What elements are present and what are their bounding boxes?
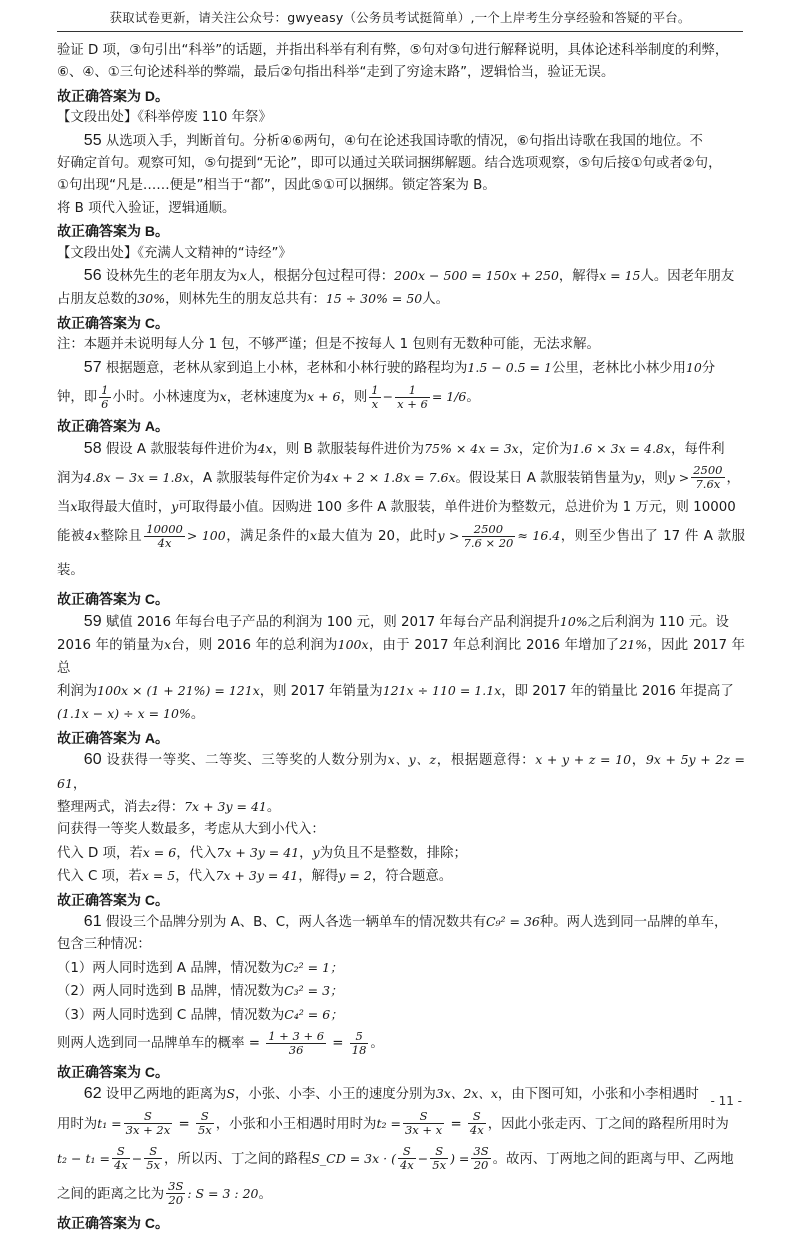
page-number: - 11 -	[710, 1094, 742, 1108]
text-line: 2016 年的销量为x台，则 2016 年的总利润为100x，由于 2017 年总利润比 2016 年增加了21%，因此 2017 年总	[57, 637, 746, 676]
question-59: 59 赋值 2016 年每台电子产品的利润为 100 元，则 2017 年每台产品利润提升10%之后利润为 110 元。设	[83, 612, 729, 630]
answer-line: 故正确答案为 C。	[57, 314, 169, 331]
header-rule	[57, 31, 743, 32]
fraction: $\frac{3S}{20}$	[473, 1144, 489, 1173]
answer-line: 故正确答案为 C。	[57, 1064, 169, 1081]
answer-line: 故正确答案为 D。	[57, 87, 169, 104]
text-line: （1）两人同时选到 A 品牌，情况数为C₂² = 1；	[57, 959, 343, 976]
text-line: 代入 D 项，若x = 6，代入7x + 3y = 41，y为负且不是整数，排除；	[57, 844, 467, 861]
fraction: $\frac{3S}{20}$	[168, 1179, 184, 1208]
text-line: 之间的距离之比为 $\frac{3S}{20}$ : S = 3 : 20。	[57, 1179, 272, 1208]
fraction: $\frac{S}{4x}$	[469, 1109, 484, 1138]
text-line: 钟，即 $\frac{1}{6}$ 小时。小林速度为x，老林速度为x + 6，则 $\frac{1}{x}$ − $\frac{1}{x + 6}$ = 1/6。	[57, 382, 480, 411]
fraction: $\frac{1 + 3 + 6}{36}$	[268, 1028, 325, 1057]
text-line: 好确定首句。观察可知，⑤句提到“无论”，即可以通过关联词捆绑解题。结合选项观察，⑤句后接①句或者②句，	[57, 156, 722, 172]
fraction: $\frac{1}{x}$	[371, 382, 379, 411]
text-line: 当x取得最大值时，y可取得最小值。因购进 100 多件 A 款服装，单件进价为整数元，总进价为 1 万元，则 10000	[57, 498, 736, 515]
question-61: 61 假设三个品牌分别为 A、B、C，两人各选一辆单车的情况数共有C₉² = 36种。两人选到同一品牌的单车，	[83, 913, 728, 930]
fraction: $\frac{S}{3x + 2x}$	[125, 1109, 171, 1138]
text-line: 问获得一等奖人数最多，考虑从大到小代入：	[57, 822, 325, 838]
fraction: $\frac{5}{18}$	[351, 1028, 367, 1057]
source-line: 【文段出处】《充满人文精神的“诗经”》	[57, 245, 292, 261]
page-header: 获取试卷更新，请关注公众号：gwyeasy（公务员考试挺简单）,一个上岸考生分享经验和答疑的平台。	[109, 10, 691, 25]
answer-line: 故正确答案为 C。	[57, 891, 169, 908]
fraction: $\frac{10000}{4x}$	[146, 521, 183, 550]
fraction: $\frac{S}{4x}$	[399, 1144, 414, 1173]
text-line: 润为4.8x − 3x = 1.8x，A 款服装每件定价为4x + 2 × 1.8x = 7.6x。假设某日 A 款服装销售量为y，则y > $\frac{2500}{7.6x}$ ，	[57, 463, 740, 492]
fraction: $\frac{1}{6}$	[101, 382, 109, 411]
text-line: (1.1x − x) ÷ x = 10%。	[57, 706, 205, 723]
fraction: $\frac{S}{3x + x}$	[404, 1109, 443, 1138]
text-line: （2）两人同时选到 B 品牌，情况数为C₃² = 3；	[57, 983, 343, 1000]
fraction: $\frac{2500}{7.6 \times 20}$	[463, 521, 514, 550]
question-55: 55 从选项入手，判断首句。分析④⑥两句，④句在论述我国诗歌的情况，⑥句指出诗歌在我国的地位。不	[83, 131, 703, 149]
text-line: 整理两式，消去z得：7x + 3y = 41。	[57, 798, 281, 815]
note-line: 注：本题并未说明每人分 1 包，不够严谨；但是不按每人 1 包则有无数种可能，无法求解。	[57, 337, 600, 353]
text-line: ①句出现“凡是……便是”相当于“都”，因此⑤①可以捆绑。锁定答案为 B。	[57, 178, 496, 194]
text-line: 代入 C 项，若x = 5，代入7x + 3y = 41，解得y = 2，符合题意。	[57, 868, 453, 885]
question-56: 56 设林先生的老年朋友为x人，根据分包过程可得：200x − 500 = 150x + 250，解得x = 15人。因老年朋友	[83, 267, 735, 285]
question-number: 61	[83, 913, 102, 930]
answer-line: 故正确答案为 B。	[57, 223, 169, 240]
answer-line: 故正确答案为 C。	[57, 591, 169, 608]
fraction: $\frac{1}{x + 6}$	[397, 382, 428, 411]
question-60: 60 设获得一等奖、二等奖、三等奖的人数分别为x、y、z，根据题意得：x + y + z = 10，9x + 5y + 2z = 61，	[57, 751, 746, 792]
question-number: 57	[83, 358, 102, 376]
question-number: 56	[83, 267, 102, 285]
document-body	[57, 40, 745, 1234]
text-line: t₂ − t₁ = $\frac{S}{4x}$ − $\frac{S}{5x}$ ，所以丙、丁之间的路程S_CD = 3x · ( $\frac{S}{4x}$ − $\frac{S}{5x}$ ) = $\frac{3S}{20}$ 。故丙、丁两地之间的距离与甲、乙两地	[57, 1144, 734, 1173]
answer-line: 故正确答案为 A。	[57, 418, 169, 435]
fraction: $\frac{S}{5x}$	[197, 1109, 212, 1138]
fraction: $\frac{S}{5x}$	[146, 1144, 161, 1173]
text-line: 包含三种情况：	[57, 937, 151, 953]
answer-line: 故正确答案为 C。	[57, 1214, 169, 1231]
question-57: 57 根据题意，老林从家到追上小林，老林和小林行驶的路程均为1.5 − 0.5 = 1公里，老林比小林少用10分	[83, 358, 716, 376]
text-line: 占朋友总数的30%，则林先生的朋友总共有：15 ÷ 30% = 50人。	[57, 291, 450, 308]
answer-line: 故正确答案为 A。	[57, 729, 169, 746]
text-line: 则两人选到同一品牌单车的概率 = $\frac{1 + 3 + 6}{36}$ = $\frac{5}{18}$ 。	[57, 1028, 384, 1057]
fraction: $\frac{S}{4x}$	[113, 1144, 128, 1173]
text-line: （3）两人同时选到 C 品牌，情况数为C₄² = 6；	[57, 1006, 343, 1023]
question-62: 62 设甲乙两地的距离为S，小张、小李、小王的速度分别为3x、2x、x，由下图可知，小张和小李相遇时	[83, 1085, 699, 1103]
question-number: 58	[83, 439, 102, 457]
text-line: 将 B 项代入验证，逻辑通顺。	[57, 200, 236, 216]
source-line: 【文段出处】《科举停废 110 年祭》	[57, 110, 272, 126]
text-line: ⑥、④、①三句论述科举的弊端，最后②句指出科举“走到了穷途末路”，逻辑恰当，验证无误。	[57, 65, 615, 81]
question-number: 62	[83, 1085, 102, 1103]
question-number: 59	[83, 612, 102, 630]
fraction: $\frac{2500}{7.6x}$	[693, 463, 723, 492]
question-58: 58 假设 A 款服装每件进价为4x，则 B 款服装每件进价为75% × 4x = 3x，定价为1.6 × 3x = 4.8x，每件利	[83, 439, 725, 457]
text-line: 用时为t₁ = $\frac{S}{3x + 2x}$ = $\frac{S}{5x}$ ，小张和小王相遇时用时为t₂ = $\frac{S}{3x + x}$ = $\frac{S}{4x}$ ，因此小张走丙、丁之间的路程所用时为	[57, 1109, 729, 1138]
question-number: 55	[83, 131, 102, 149]
text-line: 能被4x整除且 $\frac{10000}{4x}$ > 100，满足条件的x最大值为 20，此时y > $\frac{2500}{7.6 \times 20}$ ≈ 16.4，则至少售出了 17 件 A 款服装。	[57, 521, 745, 579]
text-line: 利润为100x × (1 + 21%) = 121x，则 2017 年销量为121x ÷ 110 = 1.1x，即 2017 年的销量比 2016 年提高了	[57, 682, 734, 699]
question-number: 60	[83, 751, 102, 769]
fraction: $\frac{S}{5x}$	[432, 1144, 447, 1173]
text-line: 验证 D 项，③句引出“科举”的话题，并指出科举有利有弊，⑤句对③句进行解释说明，具体论述科举制度的利弊，	[57, 43, 729, 58]
